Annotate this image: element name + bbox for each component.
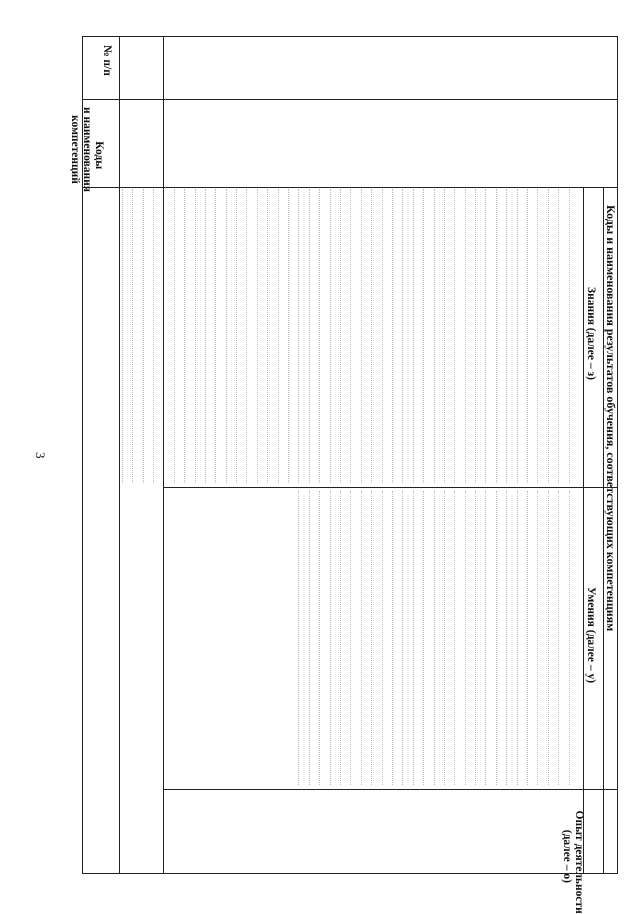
skills-text-block <box>298 491 579 785</box>
col-experience-header: Опыт деятельности (далее – о) <box>561 810 585 914</box>
main-header: Коды и наименования результатов обучения, соответствующих компетенциям <box>604 205 618 632</box>
divider <box>163 37 164 187</box>
knowledge-text-block <box>122 189 579 483</box>
divider <box>603 187 604 873</box>
divider <box>119 37 120 873</box>
col-number-header: № п/п <box>101 45 113 76</box>
col-skills-header: Умения (далее – у) <box>585 587 597 684</box>
divider <box>163 487 617 488</box>
col-codes-header: Коды и наименования компетенций <box>69 107 105 192</box>
divider <box>583 187 584 873</box>
col-knowledge-header: Знания (далее – з) <box>585 287 597 380</box>
page-number: 3 <box>33 452 48 459</box>
divider <box>163 789 617 790</box>
competency-table <box>69 36 618 914</box>
